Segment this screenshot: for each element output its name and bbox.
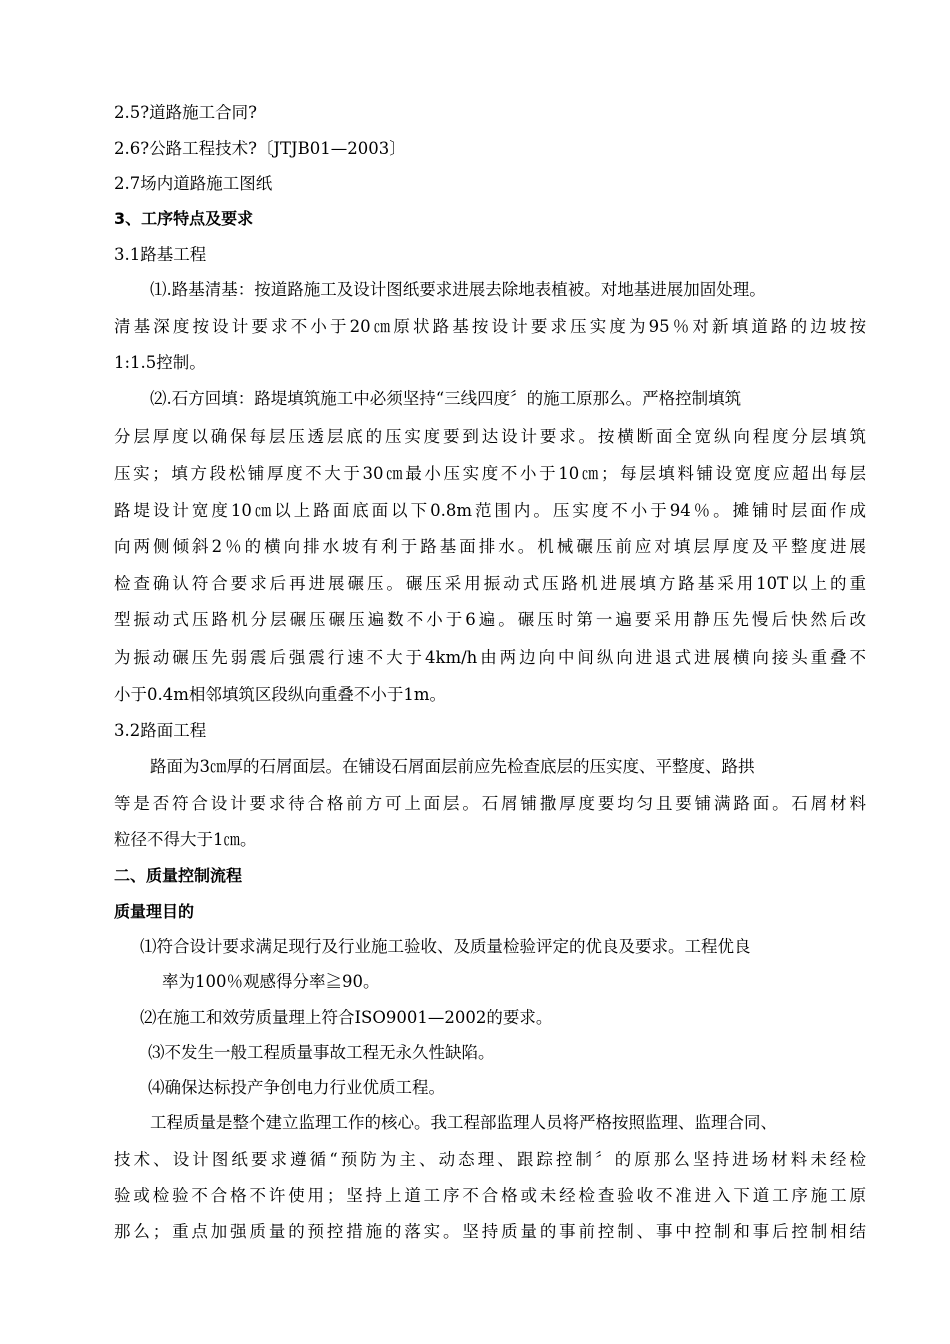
paragraph-line: 小于0.4m相邻填筑区段纵向重叠不小于1m。 bbox=[114, 685, 447, 704]
section-heading-3-1: 3.1路基工程 bbox=[114, 245, 207, 264]
paragraph-line: 1:1.5控制。 bbox=[114, 353, 206, 372]
paragraph-line: 那么；重点加强质量的预控措施的落实。坚持质量的事前控制、事中控制和事后控制相结 bbox=[114, 1222, 866, 1241]
paragraph-line: 向两侧倾斜2％的横向排水坡有利于路基面排水。机械碾压前应对填层厚度及平整度进展 bbox=[114, 537, 866, 556]
list-item: ⑶不发生一般工程质量事故工程无永久性缺陷。 bbox=[148, 1043, 495, 1062]
list-item: ⑴符合设计要求满足现行及行业施工验收、及质量检验评定的优良及要求。工程优良 bbox=[140, 937, 751, 956]
paragraph-line: 清基深度按设计要求不小于20㎝原状路基按设计要求压实度为95％对新填道路的边坡按 bbox=[114, 317, 866, 336]
section-heading-quality: 质量理目的 bbox=[114, 902, 195, 921]
section-heading-3-2: 3.2路面工程 bbox=[114, 721, 207, 740]
paragraph-line: 压实；填方段松铺厚度不大于30㎝最小压实度不小于10㎝；每层填料铺设宽度应超出每层 bbox=[114, 464, 866, 483]
list-item: ⑵在施工和效劳质量理上符合ISO9001—2002的要求。 bbox=[140, 1008, 553, 1027]
paragraph-line: 分层厚度以确保每层压透层底的压实度要到达设计要求。按横断面全宽纵向程度分层填筑 bbox=[114, 427, 866, 446]
paragraph-line: ⑴.路基清基：按道路施工及设计图纸要求进展去除地表植被。对地基进展加固处理。 bbox=[150, 280, 766, 299]
paragraph-line: 为振动碾压先弱震后强震行速不大于4km/h由两边向中间纵向进退式进展横向接头重叠不 bbox=[114, 648, 866, 667]
paragraph-line: 型振动式压路机分层碾压碾压遍数不小于6遍。碾压时第一遍要采用静压先慢后快然后改 bbox=[114, 610, 866, 629]
section-heading-3: 3、工序特点及要求 bbox=[114, 209, 254, 228]
paragraph-line: 粒径不得大于1㎝。 bbox=[114, 830, 257, 849]
list-item: 率为100％观感得分率≧90。 bbox=[162, 972, 380, 991]
paragraph-line: 技术、设计图纸要求遵循“预防为主、动态理、跟踪控制〞的原那么坚持进场材料未经检 bbox=[114, 1150, 866, 1169]
paragraph-line: 验或检验不合格不许使用；坚持上道工序不合格或未经检查验收不准进入下道工序施工原 bbox=[114, 1186, 866, 1205]
ref-2-5: 2.5?道路施工合同? bbox=[114, 103, 257, 122]
list-item: ⑷确保达标投产争创电力行业优质工程。 bbox=[148, 1078, 445, 1097]
paragraph-line: 工程质量是整个建立监理工作的核心。我工程部监理人员将严格按照监理、监理合同、 bbox=[150, 1113, 777, 1132]
paragraph-line: 路面为3㎝厚的石屑面层。在铺设石屑面层前应先检查底层的压实度、平整度、路拱 bbox=[150, 757, 755, 776]
section-heading-2: 二、质量控制流程 bbox=[114, 866, 243, 885]
paragraph-line: 等是否符合设计要求待合格前方可上面层。石屑铺撒厚度要均匀且要铺满路面。石屑材料 bbox=[114, 794, 866, 813]
ref-2-6: 2.6?公路工程技术?〔JTJB01—2003〕 bbox=[114, 139, 406, 158]
ref-2-7: 2.7场内道路施工图纸 bbox=[114, 174, 273, 193]
paragraph-line: 检查确认符合要求后再进展碾压。碾压采用振动式压路机进展填方路基采用10T以上的重 bbox=[114, 574, 866, 593]
paragraph-line: 路堤设计宽度10㎝以上路面底面以下0.8m范围内。压实度不小于94％。摊铺时层面作成 bbox=[114, 501, 866, 520]
paragraph-line: ⑵.石方回填：路堤填筑施工中必须坚持“三线四度〞的施工原那么。严格控制填筑 bbox=[150, 389, 742, 408]
